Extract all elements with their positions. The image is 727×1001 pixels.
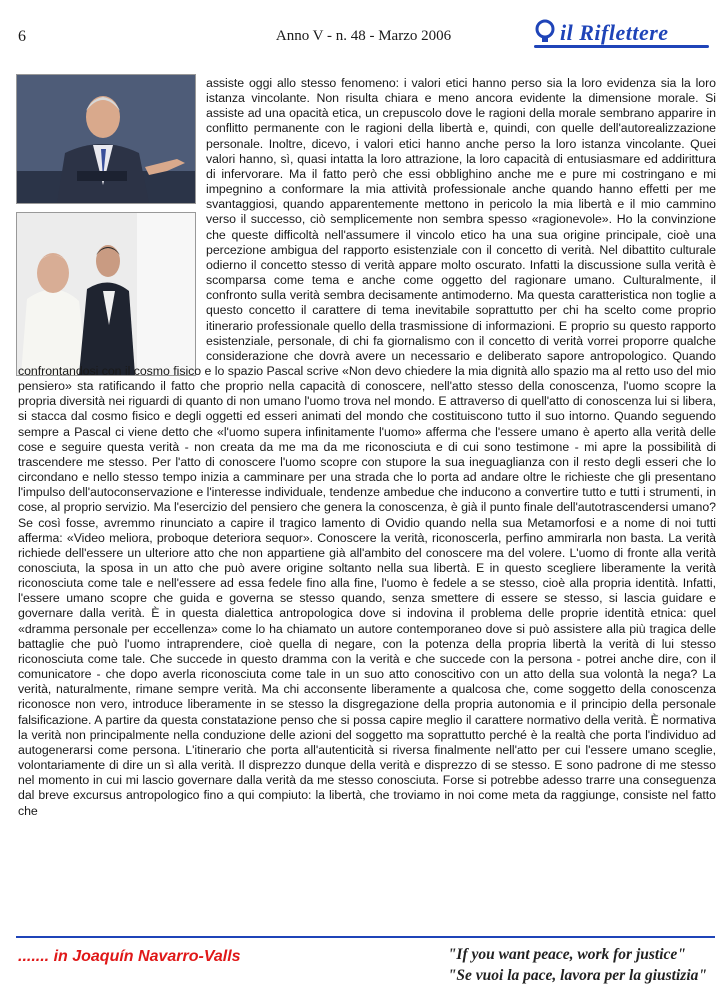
footer-rule — [16, 936, 715, 938]
logo-text: il Riflettere — [560, 20, 669, 45]
page-number: 6 — [18, 28, 26, 45]
quote-english: "If you want peace, work for justice" — [447, 946, 686, 963]
lamp-icon — [534, 18, 560, 48]
quote-italian: "Se vuoi la pace, lavora per la giustizia" — [447, 967, 707, 984]
article-text: assiste oggi allo stesso fenomeno: i valori etici hanno perso sia la loro evidenza sia la loro istanza vincolante. Non risulta chiara e meno ancora evidente la dimensione morale. Si assiste ad una opacità etica, un crepuscolo dove le ragioni della morale sembrano apparire in conflitto permanente con le ragioni della libertà e, quindi, con quelle dell'autorealizzazione personale. Inoltre, dicevo, i valori etici hanno anche perso la loro istanza vincolante. Quei valori hanno, sì, quasi intatta la loro attrazione, la loro capacità di entusiasmare ed addirittura di infervorare. Ma il fatto però che essi obblighino anche me e pure mi costringano e mi impegnino a conformare la mia attività professionale anche quando hanno effetti per me svantaggiosi, quando apparentemente mettono in pericolo la mia libertà e il mio cammino verso il successo, ciò semplicemente non sembra spesso «ragionevole». Ho la convinzione che queste difficoltà nell'assumere il vincolo etico ha una sua origine principale, cioè una percezione ambigua del rapporto esistenziale con il concetto di verità. Nel dibattito culturale odierno il concetto stesso di verità appare molto oscurato. Infatti la discussione sulla verità è scomparsa come tema e anche come oggetto del ragionare umano. Culturalmente, il confronto sulla verità sembra decisamente antimoderno. Ma questa caratteristica non toglie a questo concetto il carattere di tema inevitabile soprattutto per chi ha scelto come proprio itinerario professionale quello della trasmissione di informazioni. E proprio su questo rapporto esistenziale, personale, di chi fa giornalismo con il concetto di verità vorrei proporre qualche considerazione che dovrà avere un necessario e deliberato sapore antropologico. Quando confrontandosi con il cosmo fisico e lo spazio Pascal scrive «Non devo chiedere la mia dignità allo spazio ma al retto uso del mio pensiero» sta ratificando il fatto che proprio nella capacità di conoscere, nell'atto stesso della conoscenza, l'uomo scopre la propria diversità nei riguardi di quanto di non umano l'uomo trova nel mondo. E attraverso di quell'atto di conoscenza lui si libera, si stacca dal cosmo fisico e degli oggetti ed esseri animati del mondo che costituiscono tutto il suo intorno. Quando seguendo sempre a Pascal ci viene detto che «l'uomo supera infinitamente l'uomo» afferma che l'essere umano è aperto alla verità delle cose e seguire questa verità - non creata da me ma da me riconosciuta e di cui sono testimone - mi apre la possibilità di trascendere me stesso. Per l'atto di conoscere l'uomo scopre con stupore la sua ineguaglianza con il resto degli esseri che lo circondano e nello stesso tempo inizia a camminare per una strada che lo porta ad andare oltre le richieste che gli presentano l'impulso dell'autoconservazione e l'interesse individuale, tendenze ambedue che inducono a convertire tutto e tutti i strumenti, in cose, al proprio servizio. Ma l'esercizio del pensiero che genera la conoscenza, è già il punto finale dell'autotrascendersi umano? Se così fosse, avremmo rinunciato a capire il tragico lamento di Ovidio quando nella sua Metamorfosi e a nome di noi tutti afferma: «Video meliora, proboque deteriora sequor». Conoscere la verità, riconoscerla, perfino ammirarla non basta. La verità richiede dell'essere un ulteriore atto che non appartiene già all'ambito del conoscere ma del volere. L'uomo di fronte alla verità conosciuta, la sposa in un atto che può avere origine soltanto nella sua libertà. E in questo scegliere liberamente la verità riconosciuta come tale e nell'essere ad essa fedele fino alla fine, l'uomo è fedele a se stesso, cioè alla propria identità. Infatti, l'essere umano scopre che guida e governa se stesso quando, senza smettere di essere se stesso, si lascia guidare e governare dalla verità. È in questa dialettica antropologica dove si indovina il problema delle proprie identità etnica: quel «dramma personale per eccellenza» come lo ha chiamato un autore contemporaneo dove si può assistere alla più tragica delle battaglie che può l'uomo intraprendere, cioè quella di negare, con la potenza della propria libertà la verità di lui stesso riconosciuta come tale. Che succede in questo dramma con la verità e che succede con la persona - potrei anche dire, con il comunicatore - che dopo averla riconosciuta come tale in un suo atto conoscitivo con un atto della sua volontà la nega? La verità, naturalmente, rimane sempre verità. Ma chi acconsente liberamente a qualcosa che, come soggetto della conoscenza riconosce non vero, introduce liberamente in se stesso la disgregazione della propria autonomia e il principio della personale falsificazione. A partire da questa constatazione penso che si possa capire meglio il carattere normativo della verità. È normativa la verità non principalmente nella conduzione delle azioni del soggetto ma soprattutto perché è la realtà che porta l'individuo ad autogenerarsi come persona. L'itinerario che porta all'autenticità si riversa finalmente nell'atto per cui l'essere umano sceglie, volontariamente di dire un sì alla verità. Il disprezzo dunque della verità e disprezzo di se stesso. E sono padrone di me stesso nel momento in cui mi lascio governare dalla verità da me stesso conosciuta. Forse si potrebbe adesso trarre una conseguenza dal breve excursus antropologico fino a qui compiuto: la libertà, che troviamo in noi come meta da raggiunge, consiste nel fatto che — [18, 76, 716, 818]
author-credit: ....... in Joaquín Navarro-Valls — [18, 948, 241, 965]
article-body — [18, 76, 716, 819]
issue-line: Anno V - n. 48 - Marzo 2006 — [275, 28, 452, 44]
logo-underline — [534, 45, 709, 48]
footer-quote — [448, 944, 707, 986]
masthead-logo — [534, 18, 709, 50]
